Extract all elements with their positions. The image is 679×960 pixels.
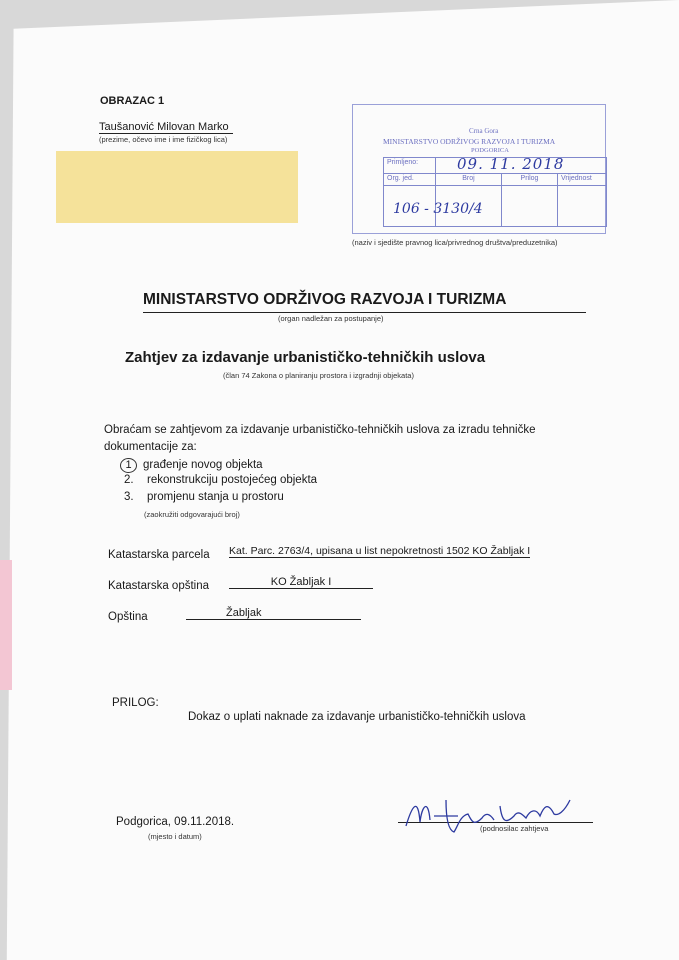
kat-opstina-value: KO Žabljak I [229, 576, 373, 589]
applicant-name-caption: (prezime, očevo ime i ime fizičkog lica) [99, 135, 228, 144]
document-subtitle: (član 74 Zakona o planiranju prostora i izgradnji objekata) [223, 371, 414, 380]
option-number: 2. [124, 474, 134, 486]
signer-caption: (podnosilac zahtjeva [480, 824, 549, 833]
stamp-handwritten-date: 09. 11. 2018 [457, 155, 565, 173]
stamp-prilog-value-cell [502, 186, 558, 226]
opstina-value: Žabljak [186, 607, 361, 620]
attachment-text: Dokaz o uplati naknade za izdavanje urbanističko-tehničkih uslova [188, 711, 526, 723]
opstina-label: Opština [108, 611, 148, 623]
authority-name: MINISTARSTVO ODRŽIVOG RAZVOJA I TURIZMA [143, 291, 586, 313]
stamp-broj-label: Broj [436, 174, 502, 186]
place-date-caption: (mjesto i datum) [148, 832, 202, 841]
intro-line-1: Obraćam se zahtjevom za izdavanje urbanističko-tehničkih uslova za izradu tehničke [104, 424, 536, 436]
place-date: Podgorica, 09.11.2018. [116, 816, 235, 828]
document-title: Zahtjev za izdavanje urbanističko-tehničkih uslova [125, 349, 486, 366]
stamp-org-label: Org. jed. [384, 174, 436, 186]
option-2 [124, 474, 317, 486]
attachment-label: PRILOG: [112, 697, 159, 709]
stamp-primljeno-label: Primljeno: [384, 158, 436, 174]
option-3 [124, 491, 284, 503]
pink-sheet-edge [0, 560, 12, 690]
applicant-name: Taušanović Milovan Marko [99, 121, 233, 134]
handwritten-signature [398, 786, 588, 846]
stamp-handwritten-number: 106 - 3130/4 [393, 201, 483, 217]
form-label: OBRAZAC 1 [100, 95, 165, 107]
stamp-prilog-label: Prilog [502, 174, 558, 186]
option-1 [120, 458, 263, 473]
legal-entity-caption: (naziv i sjedište pravnog lica/privrednog društva/preduzetnika) [352, 238, 558, 247]
kat-opstina-label: Katastarska opština [108, 580, 210, 592]
parcela-label: Katastarska parcela [108, 549, 210, 561]
option-number: 3. [124, 491, 134, 503]
registry-stamp [352, 104, 606, 234]
option-label: građenje novog objekta [143, 459, 263, 471]
stamp-ministry: MINISTARSTVO ODRŽIVOG RAZVOJA I TURIZMA [383, 137, 556, 146]
intro-line-2: dokumentacije za: [104, 441, 197, 453]
option-label: promjenu stanja u prostoru [147, 491, 284, 503]
parcela-value: Kat. Parc. 2763/4, upisana u list nepokretnosti 1502 KO Žabljak I [229, 545, 531, 557]
stamp-city: PODGORICA [471, 147, 509, 154]
option-number-circled: 1 [120, 458, 137, 473]
redaction-highlight [56, 151, 298, 223]
stamp-vrijednost-value-cell [558, 186, 606, 226]
option-label: rekonstrukciju postojećeg objekta [147, 474, 318, 486]
options-caption: (zaokružiti odgovarajući broj) [144, 510, 240, 519]
stamp-vrijednost-label: Vrijednost [558, 174, 606, 186]
stamp-country: Crna Gora [469, 127, 499, 135]
authority-caption: (organ nadležan za postupanje) [278, 314, 384, 323]
